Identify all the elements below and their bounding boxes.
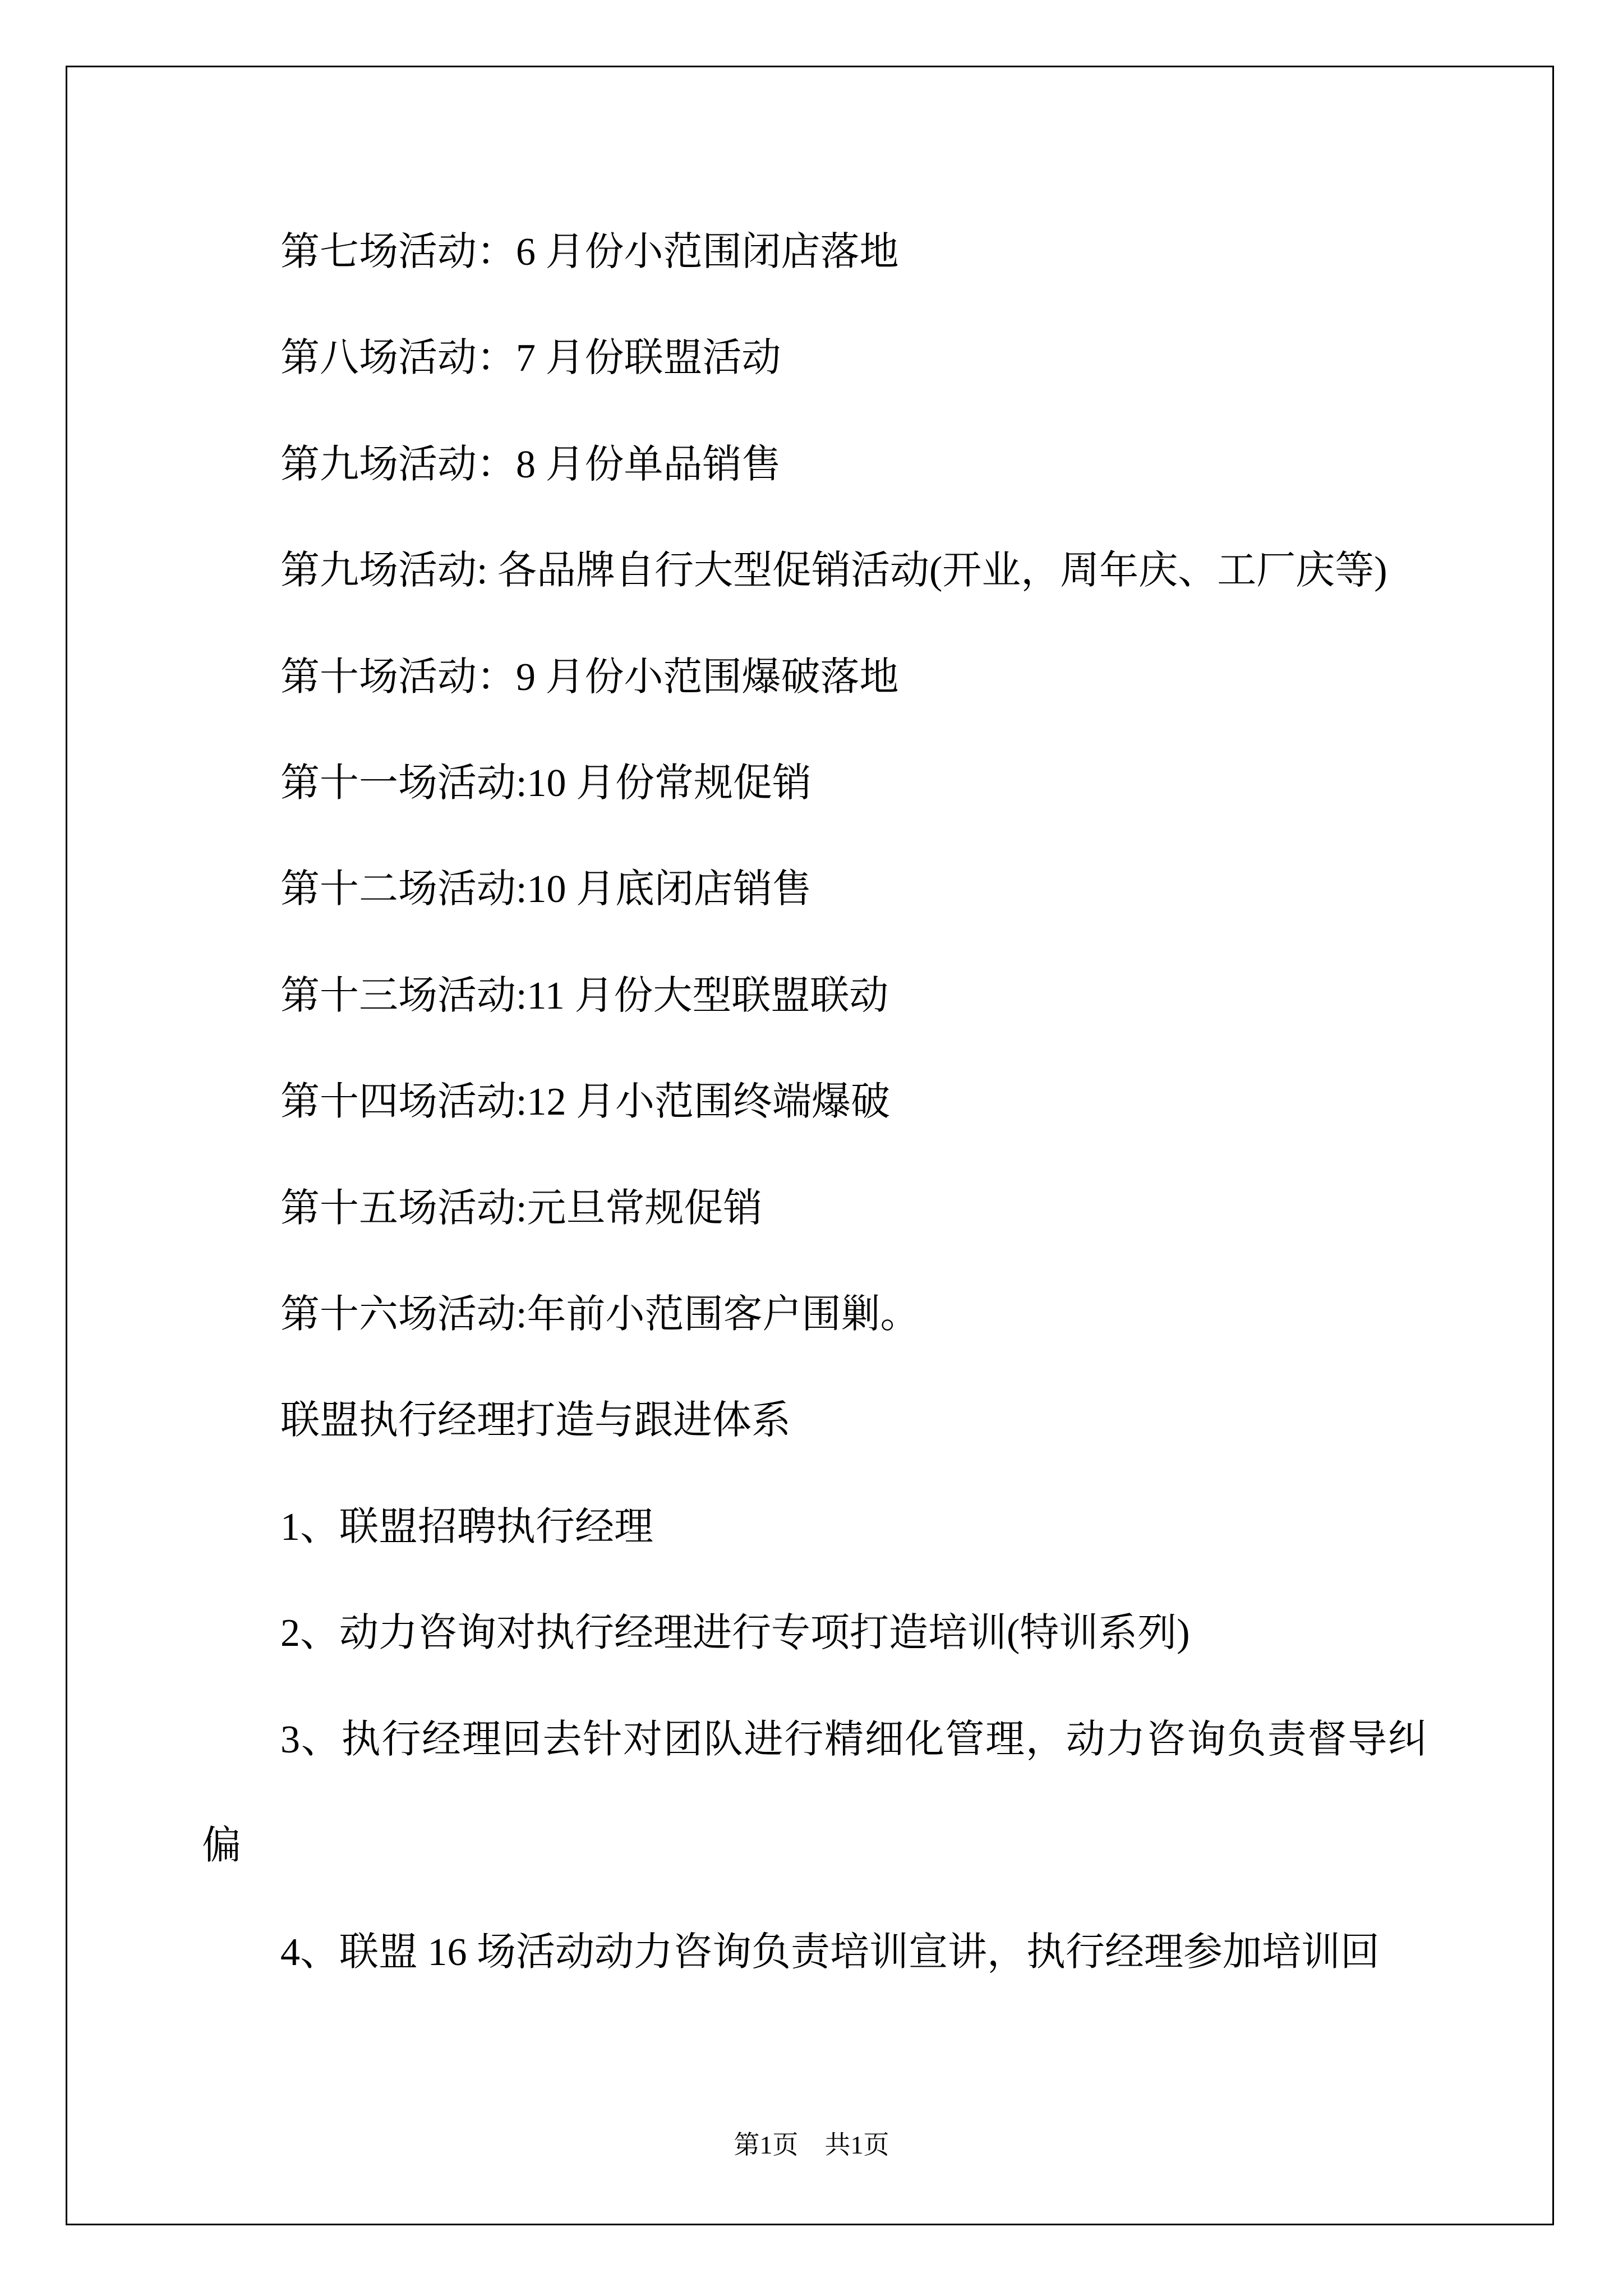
activity-item: 第十六场活动:年前小范围客户围剿。 — [280, 1293, 920, 1337]
list-item: 2、动力咨询对执行经理进行专项打造培训(特训系列) — [280, 1612, 1190, 1655]
activity-item: 第十场活动：9 月份小范围爆破落地 — [280, 655, 899, 699]
activity-item: 第十四场活动:12 月小范围终端爆破 — [280, 1080, 890, 1124]
activity-item: 第十三场活动:11 月份大型联盟联动 — [280, 974, 889, 1018]
activity-item: 第十一场活动:10 月份常规促销 — [280, 762, 811, 806]
page-number: 第1页 — [734, 2131, 799, 2159]
activity-item: 第九场活动：8 月份单品销售 — [280, 443, 781, 486]
page-total: 共1页 — [824, 2131, 889, 2159]
list-item: 3、执行经理回去针对团队进行精细化管理，动力咨询负责督导纠偏 — [202, 1718, 1427, 1868]
activity-item: 第十二场活动:10 月底闭店销售 — [280, 868, 811, 912]
document-body — [202, 199, 1427, 2005]
activity-item: 第七场活动：6 月份小范围闭店落地 — [280, 231, 899, 274]
section-heading: 联盟执行经理打造与跟进体系 — [280, 1399, 791, 1443]
activity-item: 第九场活动: 各品牌自行大型促销活动(开业，周年庆、工厂庆等) — [280, 549, 1387, 593]
list-item: 4、联盟 16 场活动动力咨询负责培训宣讲，执行经理参加培训回 — [280, 1930, 1380, 1974]
activity-item: 第八场活动：7 月份联盟活动 — [280, 337, 781, 380]
activity-item: 第十五场活动:元旦常规促销 — [280, 1186, 763, 1230]
page-footer — [0, 2128, 1623, 2162]
list-item: 1、联盟招聘执行经理 — [280, 1505, 653, 1549]
